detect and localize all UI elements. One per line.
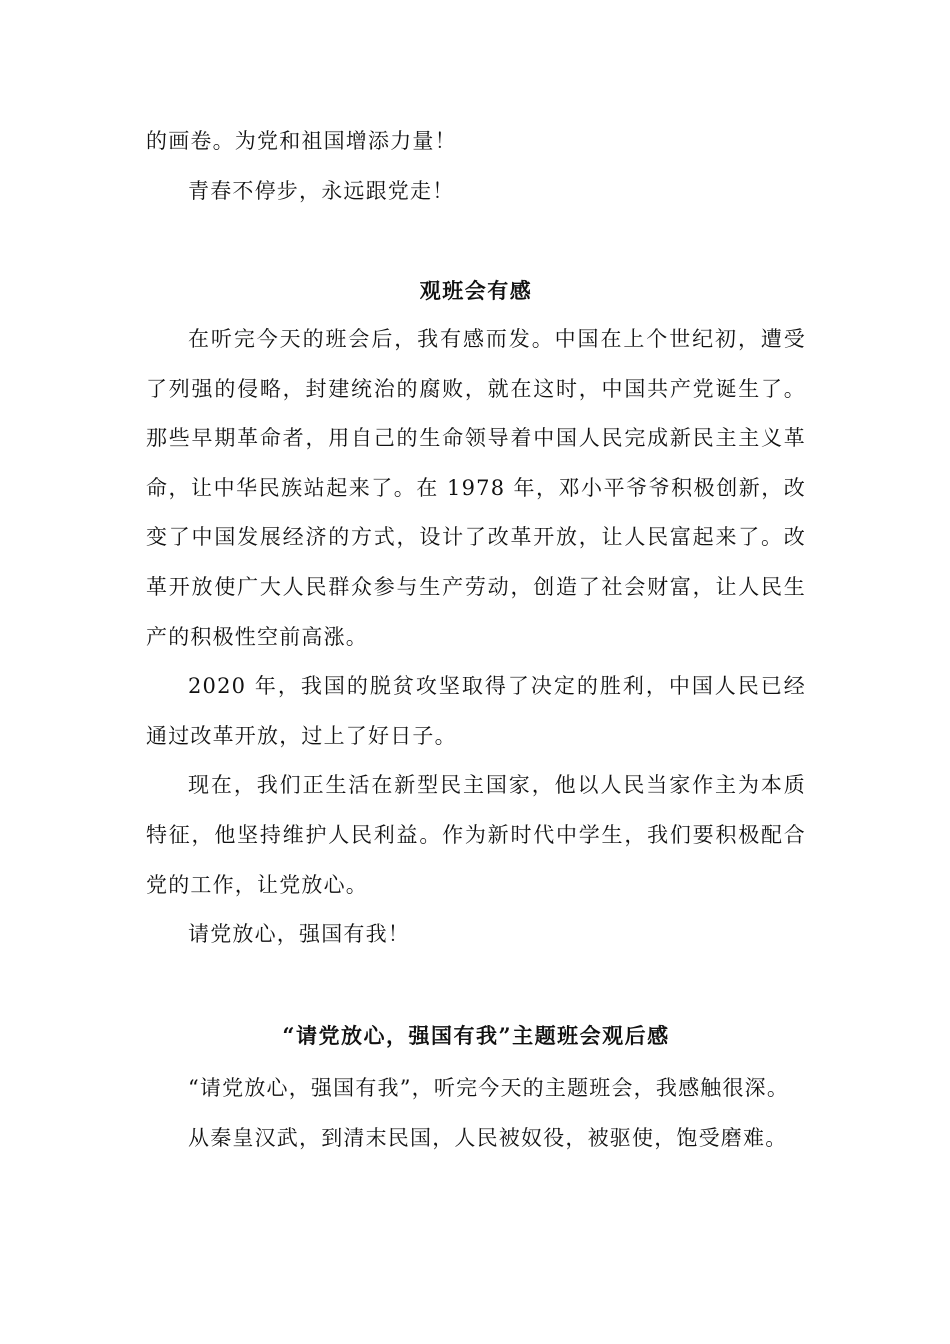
paragraph-6: 从秦皇汉武，到清末民国，人民被奴役，被驱使，饱受磨难。: [188, 1125, 788, 1150]
paragraph-continuation: 的画卷。为党和祖国增添力量！: [146, 129, 457, 153]
paragraph-slogan: 青春不停步，永远跟党走！: [188, 178, 455, 203]
section-2-body: [146, 1064, 806, 1163]
section-1-body: [146, 315, 806, 960]
paragraph-3: 现在，我们正生活在新型民主国家，他以人民当家作主为本质特征，他坚持维护人民利益。作为新时代中学生，我们要积极配合党的工作，让党放心。: [146, 773, 806, 897]
paragraph-4: 请党放心，强国有我！: [188, 922, 410, 947]
continuation-text: [146, 117, 806, 216]
paragraph-5: “请党放心，强国有我”，听完今天的主题班会，我感触很深。: [188, 1076, 790, 1100]
section-title-1: 观班会有感: [419, 278, 533, 303]
paragraph-1: 在听完今天的班会后，我有感而发。中国在上个世纪初，遭受了列强的侵略，封建统治的腐败，就在这时，中国共产党诞生了。那些早期革命者，用自己的生命领导着中国人民完成新民主主义革命，让中华民族站起来了。在 1978 年，邓小平爷爷积极创新，改变了中国发展经济的方式，设计了改革开放，让人民富起来了。改革开放使广大人民群众参与生产劳动，创造了社会财富，让人民生产的积极性空前高涨。: [146, 327, 806, 649]
paragraph-2: 2020 年，我国的脱贫攻坚取得了决定的胜利，中国人民已经通过改革开放，过上了好日子。: [146, 674, 806, 748]
section-title-2: “请党放心，强国有我”主题班会观后感: [282, 1023, 670, 1048]
